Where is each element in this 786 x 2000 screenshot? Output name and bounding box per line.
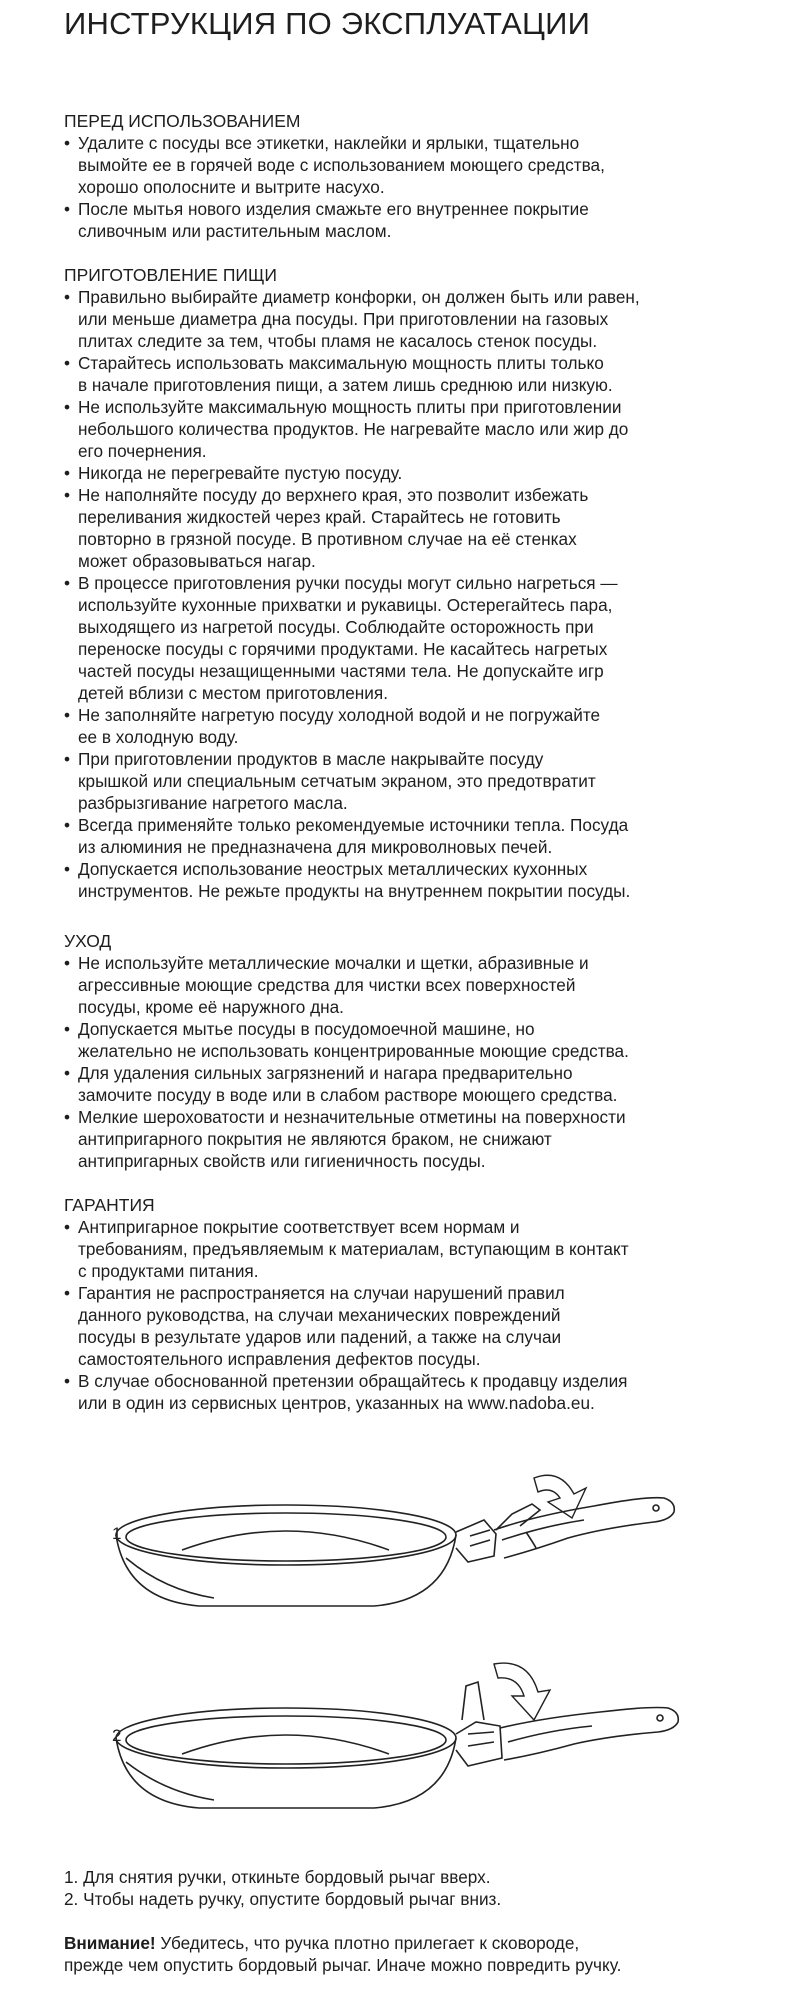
list-item-line: • В процессе приготовления ручки посуды могут сильно нагреться —	[78, 573, 618, 593]
section-heading: ПЕРЕД ИСПОЛЬЗОВАНИЕМ	[64, 111, 301, 131]
warning-line-2: прежде чем опустить бордовый рычаг. Иначе можно повредить ручку.	[64, 1955, 622, 1975]
list-item	[64, 132, 724, 198]
list-item-line: или меньше диаметра дна посуды. При приготовлении на газовых	[78, 309, 609, 329]
list-item-line: • Гарантия не распространяется на случаи нарушений правил	[78, 1283, 565, 1303]
list-item-line: сливочным или растительным маслом.	[78, 221, 392, 241]
list-item-line: или в один из сервисных центров, указанных на www.nadoba.eu.	[78, 1393, 595, 1413]
list-item-line: плитах следите за тем, чтобы пламя не касалось стенок посуды.	[78, 331, 598, 351]
section-heading: УХОД	[64, 931, 112, 951]
section-list	[64, 1216, 724, 1414]
list-item-line: повторно в грязной посуде. В противном случае на её стенках	[78, 529, 577, 549]
list-item-line: • Всегда применяйте только рекомендуемые источники тепла. Посуда	[78, 815, 629, 835]
page-title: ИНСТРУКЦИЯ ПО ЭКСПЛУАТАЦИИ	[64, 6, 591, 41]
pan-rim	[116, 1505, 456, 1565]
pan-lever-up-illustration	[64, 1440, 724, 1610]
list-item-line: • После мытья нового изделия смажьте его внутреннее покрытие	[78, 199, 589, 219]
section-heading: ПРИГОТОВЛЕНИЕ ПИЩИ	[64, 265, 277, 285]
figure-2	[64, 1638, 724, 1813]
list-item-line: • Никогда не перегревайте пустую посуду.	[78, 463, 403, 483]
list-item-line: инструментов. Не режьте продукты на внутреннем покрытии посуды.	[78, 881, 631, 901]
list-item	[64, 858, 724, 902]
list-item-line: • Удалите с посуды все этикетки, наклейки и ярлыки, тщательно	[78, 133, 580, 153]
list-item	[64, 286, 724, 352]
list-item	[64, 704, 724, 748]
list-item	[64, 748, 724, 814]
list-item-line: самостоятельного исправления дефектов посуды.	[78, 1349, 481, 1369]
list-item	[64, 484, 724, 572]
figure-number: 1	[112, 1524, 122, 1543]
note-2: 2. Чтобы надеть ручку, опустите бордовый рычаг вниз.	[64, 1889, 502, 1909]
section-warranty	[64, 1194, 724, 1414]
list-item-line: • Не используйте металлические мочалки и щетки, абразивные и	[78, 953, 589, 973]
list-item-line: ее в холодную воду.	[78, 727, 239, 747]
list-item-line: • Не наполняйте посуду до верхнего края, это позволит избежать	[78, 485, 589, 505]
pan-rim	[116, 1708, 456, 1768]
list-item	[64, 462, 724, 484]
list-item-line: переливания жидкостей через край. Старайтесь не готовить	[78, 507, 561, 527]
list-item-line: частей посуды незащищенными частями тела. Не допускайте игр	[78, 661, 604, 681]
list-item-line: антипригарного покрытия не являются браком, не снижают	[78, 1129, 552, 1149]
list-item-line: • При приготовлении продуктов в масле накрывайте посуду	[78, 749, 544, 769]
list-item	[64, 1062, 724, 1106]
section-heading: ГАРАНТИЯ	[64, 1195, 155, 1215]
list-item	[64, 198, 724, 242]
list-item-line: • Антипригарное покрытие соответствует всем нормам и	[78, 1217, 520, 1237]
arrow-down-icon	[494, 1663, 550, 1720]
list-item-line: вымойте ее в горячей воде с использованием моющего средства,	[78, 155, 605, 175]
list-item-line: в начале приготовления пищи, а затем лишь среднюю или низкую.	[78, 375, 613, 395]
list-item-line: с продуктами питания.	[78, 1261, 259, 1281]
list-item	[64, 1018, 724, 1062]
list-item-line: антипригарных свойств или гигиеничность посуды.	[78, 1151, 486, 1171]
list-item	[64, 1106, 724, 1172]
list-item-line: замочите посуду в воде или в слабом растворе моющего средства.	[78, 1085, 618, 1105]
warning-line-1: Убедитесь, что ручка плотно прилегает к сковороде,	[155, 1933, 580, 1953]
list-item	[64, 1216, 724, 1282]
list-item-line: его почернения.	[78, 441, 207, 461]
notes	[64, 1866, 501, 1910]
list-item-line: разбрызгивание нагретого масла.	[78, 793, 348, 813]
pan-lever-down-illustration	[64, 1638, 724, 1813]
list-item-line: посуды в результате ударов или падений, а также на случаи	[78, 1327, 562, 1347]
pan-body	[116, 1535, 456, 1606]
list-item	[64, 352, 724, 396]
list-item-line: • В случае обоснованной претензии обращайтесь к продавцу изделия	[78, 1371, 628, 1391]
warning	[64, 1932, 621, 1976]
list-item	[64, 952, 724, 1018]
section-care	[64, 930, 724, 1172]
list-item-line: • Правильно выбирайте диаметр конфорки, он должен быть или равен,	[78, 287, 640, 307]
figure-1	[64, 1440, 724, 1610]
warning-label: Внимание!	[64, 1933, 156, 1953]
list-item-line: агрессивные моющие средства для чистки всех поверхностей	[78, 975, 576, 995]
section-list	[64, 952, 724, 1172]
list-item-line: • Для удаления сильных загрязнений и нагара предварительно	[78, 1063, 573, 1083]
list-item-line: детей вблизи с местом приготовления.	[78, 683, 388, 703]
section-cooking	[64, 264, 724, 902]
list-item-line: • Допускается использование неострых металлических кухонных	[78, 859, 588, 879]
section-before-use	[64, 110, 724, 242]
figure-number: 2	[112, 1726, 122, 1745]
list-item-line: • Мелкие шероховатости и незначительные отметины на поверхности	[78, 1107, 626, 1127]
note-1: 1. Для снятия ручки, откиньте бордовый рычаг вверх.	[64, 1867, 491, 1887]
list-item-line: • Не используйте максимальную мощность плиты при приготовлении	[78, 397, 622, 417]
list-item	[64, 814, 724, 858]
list-item-line: хорошо ополосните и вытрите насухо.	[78, 177, 385, 197]
list-item-line: используйте кухонные прихватки и рукавицы. Остерегайтесь пара,	[78, 595, 613, 615]
list-item-line: требованиям, предъявляемым к материалам, вступающим в контакт	[78, 1239, 629, 1259]
list-item-line: данного руководства, на случаи механических повреждений	[78, 1305, 561, 1325]
list-item	[64, 1370, 724, 1414]
list-item	[64, 396, 724, 462]
pan-body	[116, 1738, 456, 1808]
list-item-line: крышкой или специальным сетчатым экраном, это предотвратит	[78, 771, 596, 791]
list-item-line: посуды, кроме её наружного дна.	[78, 997, 344, 1017]
list-item-line: • Не заполняйте нагретую посуду холодной водой и не погружайте	[78, 705, 601, 725]
list-item-line: из алюминия не предназначена для микроволновых печей.	[78, 837, 553, 857]
list-item-line: • Старайтесь использовать максимальную мощность плиты только	[78, 353, 604, 373]
list-item-line: выходящего из нагретой посуды. Соблюдайте осторожность при	[78, 617, 594, 637]
list-item	[64, 1282, 724, 1370]
list-item	[64, 572, 724, 704]
list-item-line: • Допускается мытье посуды в посудомоечной машине, но	[78, 1019, 535, 1039]
section-list	[64, 132, 724, 242]
list-item-line: может образовываться нагар.	[78, 551, 316, 571]
list-item-line: небольшого количества продуктов. Не нагревайте масло или жир до	[78, 419, 629, 439]
section-list	[64, 286, 724, 902]
list-item-line: переноске посуды с горячими продуктами. Не касайтесь нагретых	[78, 639, 608, 659]
list-item-line: желательно не использовать концентрированные моющие средства.	[78, 1041, 629, 1061]
